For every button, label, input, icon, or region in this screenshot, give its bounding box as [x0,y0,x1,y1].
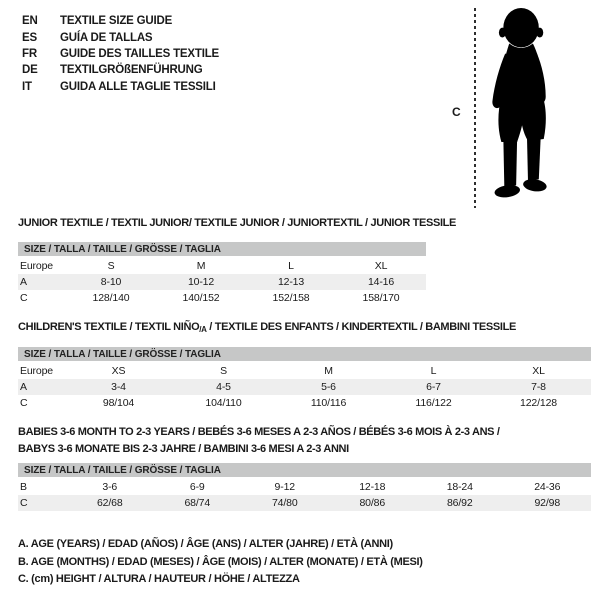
row-label: A [20,276,27,288]
table-row-europe [18,258,426,274]
heading-text: CHILDREN'S TEXTILE / TEXTIL NIÑO [18,321,200,333]
table-cell: 68/74 [184,497,211,509]
guide-title: GUIDA ALLE TAGLIE TESSILI [60,80,216,93]
junior-section-heading: JUNIOR TEXTILE / TEXTIL JUNIOR/ TEXTILE JUNIOR / JUNIORTEXTIL / JUNIOR TESSILE [18,217,457,229]
row-label: A [20,381,27,393]
table-cell: 5-6 [321,381,336,393]
language-code: DE [22,64,38,77]
table-cell: 80/86 [359,497,386,509]
row-label: Europe [20,365,53,377]
table-cell: L [288,260,294,272]
table-cell: XS [111,365,126,377]
table-cell: 116/122 [415,397,452,409]
table-cell: XL [532,365,545,377]
table-cell: 158/170 [362,292,400,304]
row-label: C [20,497,28,509]
table-row-height [18,495,591,511]
footnote-height: C. (cm) HEIGHT / ALTURA / HAUTEUR / HÖHE / ALTEZZA [18,573,300,585]
table-cell: 104/110 [205,397,242,409]
row-label: C [20,397,28,409]
row-label: B [20,481,27,493]
row-label: Europe [20,260,53,272]
table-cell: 8-10 [100,276,122,288]
language-code: IT [22,80,32,93]
table-cell: 6-7 [426,381,441,393]
guide-title: TEXTILE SIZE GUIDE [60,15,173,28]
table-cell: 3-6 [102,481,118,493]
list-item [22,13,219,29]
table-row-months [18,479,591,495]
language-title-list [22,13,219,95]
table-cell: 14-16 [367,276,395,288]
language-code: ES [22,31,37,44]
table-cell: 74/80 [271,497,298,509]
children-size-table [18,347,591,411]
footnote-age-years: A. AGE (YEARS) / EDAD (AÑOS) / ÂGE (ANS) / ALTER (JAHRE) / ETÀ (ANNI) [18,538,393,550]
guide-title: GUIDE DES TAILLES TEXTILE [60,47,219,60]
table-cell: S [220,365,227,377]
heading-subscript: /A [199,325,207,334]
list-item [22,79,219,95]
height-measure-dashed-line [474,8,476,208]
table-cell: M [196,260,206,272]
list-item [22,46,219,62]
babies-size-table [18,463,591,511]
babies-section-heading [18,424,578,457]
children-section-heading [18,321,516,334]
table-cell: 128/140 [92,292,130,304]
table-cell: 98/104 [102,397,135,409]
row-label: C [20,292,28,304]
table-cell: 4-5 [216,381,231,393]
table-cell: 110/116 [310,397,347,409]
table-cell: 122/128 [520,397,557,409]
footnote-age-months: B. AGE (MONTHS) / EDAD (MESES) / ÂGE (MOIS) / ALTER (MONATE) / ETÀ (MESI) [18,555,423,568]
guide-title: GUÍA DE TALLAS [60,31,153,44]
table-row-europe [18,363,591,379]
table-cell: 10-12 [187,276,215,288]
heading-text: / TEXTILE DES ENFANTS / KINDERTEXTIL / BAMBINI TESSILE [206,321,516,333]
table-cell: XL [374,260,388,272]
size-header-bar: SIZE / TALLA / TAILLE / GRÖSSE / TAGLIA [18,347,591,361]
table-cell: 6-9 [189,481,205,493]
table-cell: 7-8 [531,381,546,393]
language-code: FR [22,47,37,60]
table-cell: 86/92 [446,497,473,509]
list-item [22,29,219,45]
height-measure-label: C [452,105,461,119]
table-row-age [18,379,591,395]
table-cell: 12-18 [359,481,386,493]
table-cell: 12-13 [277,276,305,288]
table-row-height [18,395,591,411]
table-cell: 18-24 [446,481,473,493]
table-cell: L [430,365,437,377]
baby-silhouette-icon [481,6,571,208]
language-code: EN [22,15,38,28]
heading-line-1: BABIES 3-6 MONTH TO 2-3 YEARS / BEBÉS 3-6 MESES A 2-3 AÑOS / BÉBÉS 3-6 MOIS À 2-3 ANS / [18,426,500,438]
table-cell: 92/98 [534,497,561,509]
list-item [22,62,219,78]
table-cell: 152/158 [272,292,310,304]
size-header-bar: SIZE / TALLA / TAILLE / GRÖSSE / TAGLIA [18,242,426,256]
legend-footnotes [18,536,423,589]
table-row-age [18,274,426,290]
size-header-bar: SIZE / TALLA / TAILLE / GRÖSSE / TAGLIA [18,463,591,477]
table-cell: 3-4 [111,381,126,393]
guide-title: TEXTILGRÖßENFÜHRUNG [60,64,203,77]
table-row-height [18,290,426,306]
table-cell: 9-12 [274,481,295,493]
table-cell: S [107,260,115,272]
table-cell: 140/152 [182,292,220,304]
table-cell: 62/68 [96,497,123,509]
table-cell: 24-36 [534,481,561,493]
table-cell: M [324,365,333,377]
heading-line-2: BABYS 3-6 MONATE BIS 2-3 JAHRE / BAMBINI 3-6 MESI A 2-3 ANNI [18,442,349,455]
junior-size-table [18,242,426,306]
